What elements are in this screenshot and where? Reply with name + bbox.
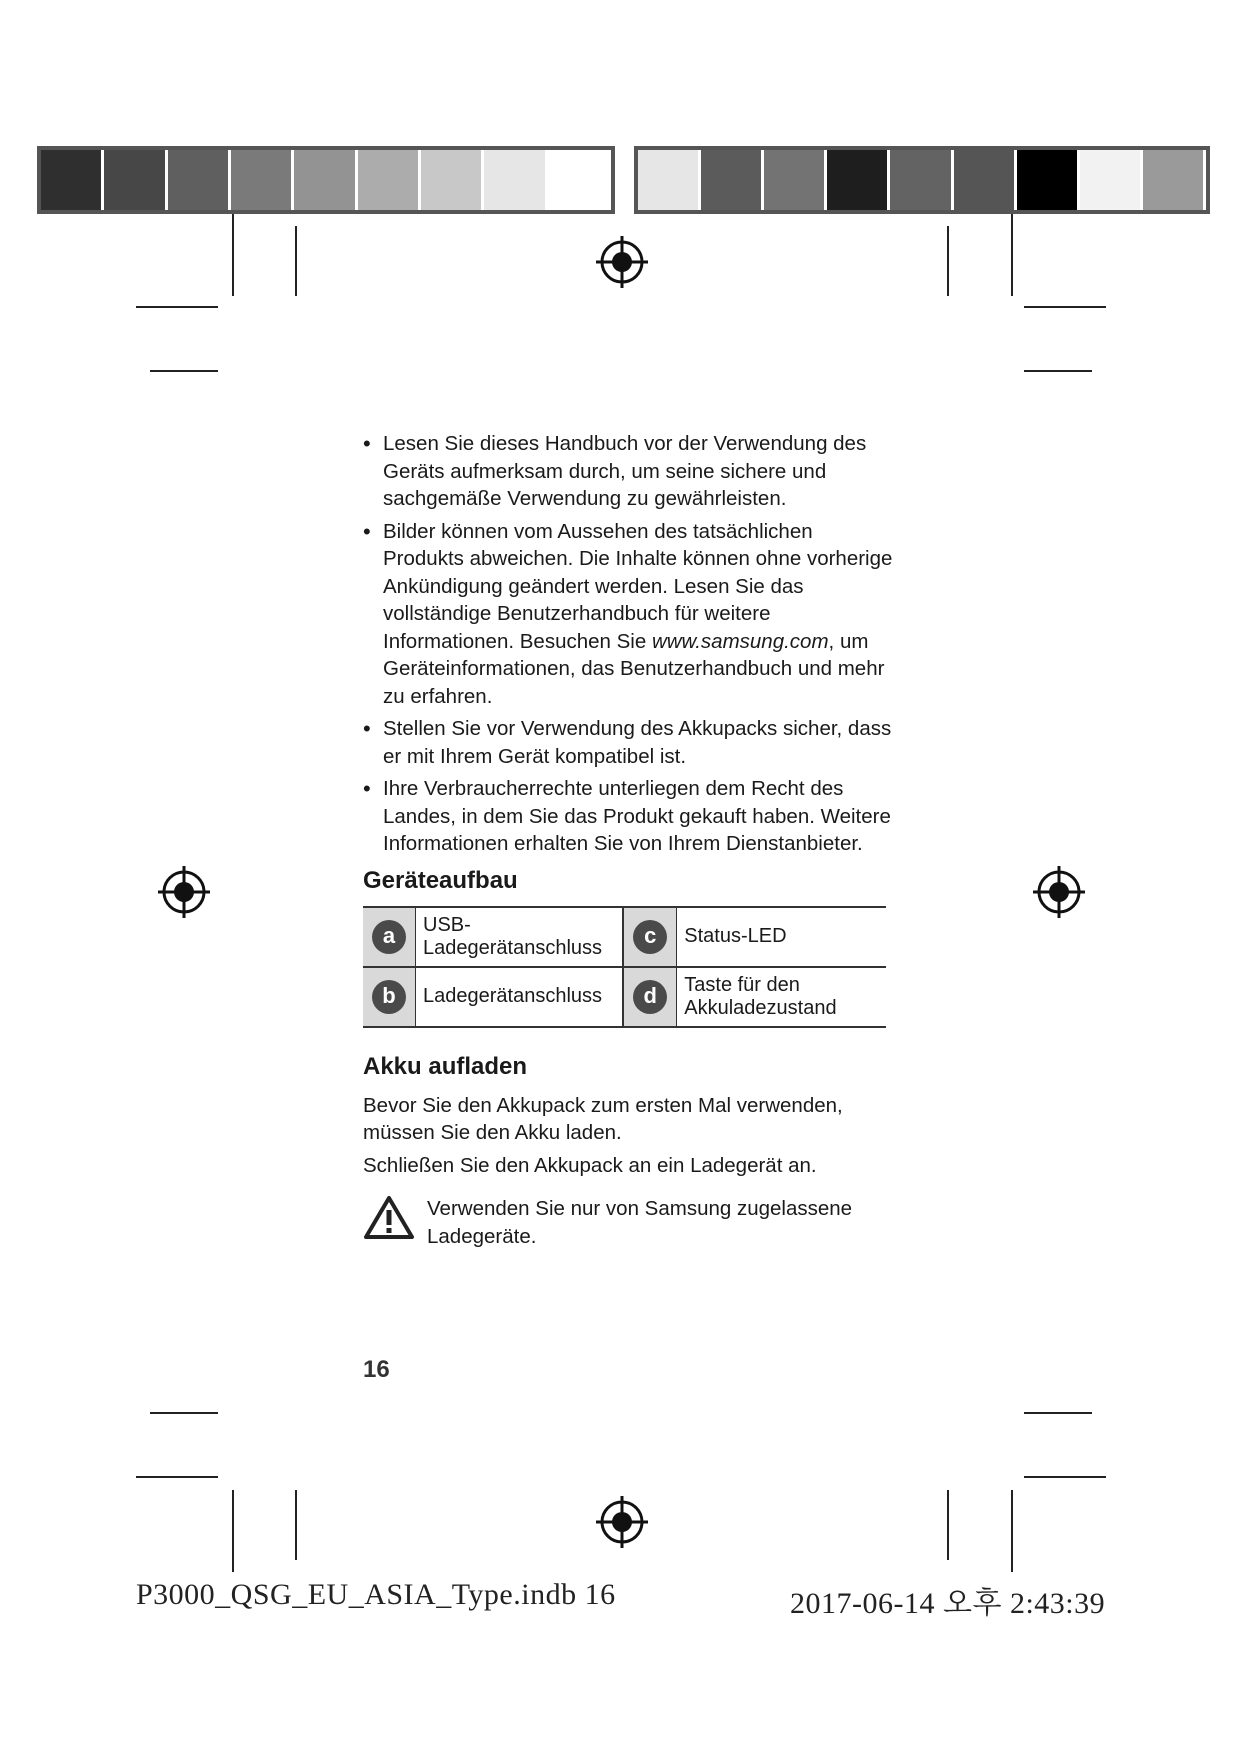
color-swatch: [548, 150, 611, 210]
part-label: Ladegerätanschluss: [416, 967, 624, 1027]
color-swatch: [484, 150, 547, 210]
device-parts-table: [363, 906, 886, 1028]
crop-mark: [295, 1490, 297, 1560]
color-calibration-bar-right: [634, 146, 1210, 214]
paragraph: Schließen Sie den Akkupack an ein Ladegerät an.: [363, 1153, 817, 1177]
crop-mark: [150, 370, 218, 372]
color-swatch: [168, 150, 231, 210]
crop-mark: [947, 226, 949, 296]
crop-mark: [1024, 1476, 1106, 1478]
registration-mark-icon: [156, 864, 212, 920]
crop-mark: [1024, 370, 1092, 372]
list-item: • Lesen Sie dieses Handbuch vor der Verwendung des Geräts aufmerksam durch, um seine sichere und sachgemäße Verwendung zu gewährleisten.: [363, 430, 893, 513]
crop-mark: [232, 1490, 234, 1572]
color-swatch: [294, 150, 357, 210]
registration-mark-icon: [594, 1494, 650, 1550]
part-label: USB-Ladegerätanschluss: [416, 907, 624, 967]
color-swatch: [1017, 150, 1080, 210]
page-content: [363, 430, 893, 1250]
warning-text: Verwenden Sie nur von Samsung zugelassene Ladegeräte.: [427, 1197, 853, 1248]
part-badge-a: a: [372, 920, 406, 954]
registration-mark-icon: [1031, 864, 1087, 920]
list-item-text: , um Geräteinformationen, das Benutzerhandbuch und mehr zu erfahren.: [383, 629, 885, 708]
crop-mark: [136, 1476, 218, 1478]
color-swatch: [1080, 150, 1143, 210]
crop-mark: [1024, 1412, 1092, 1414]
crop-mark: [136, 306, 218, 308]
page-number: 16: [363, 1356, 390, 1383]
color-swatch: [231, 150, 294, 210]
part-badge-c: c: [633, 920, 667, 954]
part-label: Status-LED: [677, 907, 886, 967]
warning-notice: [363, 1195, 893, 1250]
color-swatch: [421, 150, 484, 210]
color-swatch: [954, 150, 1017, 210]
crop-mark: [1011, 214, 1013, 296]
section-heading-layout: Geräteaufbau: [363, 866, 518, 894]
color-swatch: [827, 150, 890, 210]
crop-mark: [947, 1490, 949, 1560]
intro-bullet-list: [363, 430, 893, 858]
color-swatch: [41, 150, 104, 210]
list-item: [363, 518, 893, 711]
color-swatch: [890, 150, 953, 210]
color-swatch: [358, 150, 421, 210]
crop-mark: [150, 1412, 218, 1414]
crop-mark: [295, 226, 297, 296]
footer-timestamp: 2017-06-14 오후 2:43:39: [790, 1587, 1106, 1620]
warning-triangle-icon: [363, 1195, 415, 1241]
color-swatch: [638, 150, 701, 210]
list-item: • Ihre Verbraucherrechte unterliegen dem Recht des Landes, in dem Sie das Produkt gekauft haben. Weitere Informationen erhalten Sie von Ihrem Dienstanbieter.: [363, 775, 893, 858]
footer-filename: P3000_QSG_EU_ASIA_Type.indb 16: [136, 1578, 616, 1611]
part-badge-d: d: [633, 980, 667, 1014]
table-row: [363, 907, 886, 967]
color-swatch: [701, 150, 764, 210]
registration-mark-icon: [594, 234, 650, 290]
paragraph: Bevor Sie den Akkupack zum ersten Mal verwenden, müssen Sie den Akku laden.: [363, 1093, 843, 1144]
color-swatch: [104, 150, 167, 210]
color-calibration-bar-left: [37, 146, 615, 214]
table-row: [363, 967, 886, 1027]
color-swatch: [764, 150, 827, 210]
part-badge-b: b: [372, 980, 406, 1014]
list-item-text: Bilder können vom Aussehen des tatsächlichen Produkts abweichen. Die Inhalte können ohne vorherige Ankündigung geändert werden. Lesen Sie das vollständige Benutzerhandbuch für weitere Informationen. Besuchen Sie: [383, 519, 893, 653]
section-heading-charge: Akku aufladen: [363, 1052, 528, 1080]
color-swatch: [1143, 150, 1206, 210]
crop-mark: [232, 214, 234, 296]
crop-mark: [1024, 306, 1106, 308]
part-label: Taste für den Akkuladezustand: [677, 967, 886, 1027]
crop-mark: [1011, 1490, 1013, 1572]
list-item: • Stellen Sie vor Verwendung des Akkupacks sicher, dass er mit Ihrem Gerät kompatibel ist.: [363, 715, 893, 770]
samsung-url-link[interactable]: www.samsung.com: [651, 629, 829, 653]
